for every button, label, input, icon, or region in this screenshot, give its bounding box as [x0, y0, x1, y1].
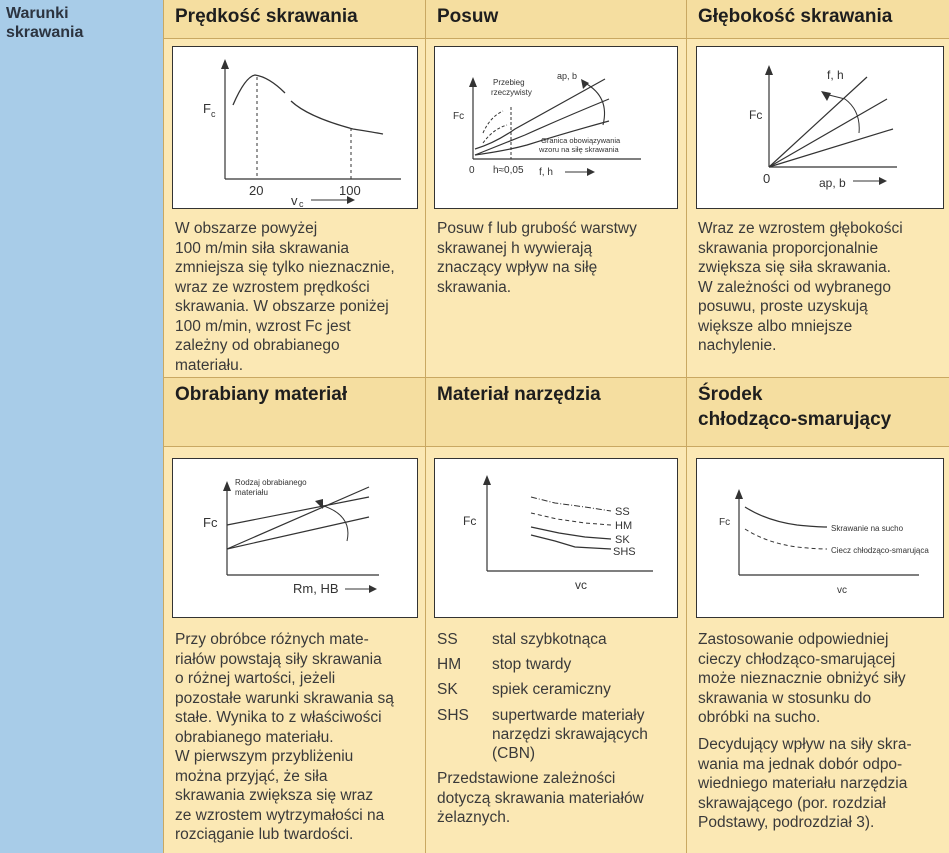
figure-coolant [696, 458, 944, 618]
line: ze wzrostem wytrzymałości na [175, 806, 385, 824]
line: skrawającego (por. rozdział [698, 794, 886, 812]
curve-high [291, 101, 383, 134]
figure-cutting-speed [172, 46, 418, 209]
line: W zależności od wybranego [698, 278, 891, 296]
label-fc: Fc [719, 517, 731, 528]
curve-actual-2 [483, 125, 507, 143]
label-fc: Fc [463, 514, 477, 528]
title-feed: Posuw [437, 6, 499, 27]
abbr-key-ss: SS [437, 631, 458, 648]
label-h: h≈0,05 [493, 165, 524, 176]
label-x: Rm, HB [293, 581, 339, 596]
header-feed [426, 0, 686, 38]
label-limit1: Granica obowiązywania [541, 136, 621, 145]
legend-hm: HM [615, 520, 633, 532]
line: Przy obróbce różnych mate- [175, 631, 369, 648]
line: można przyjąć, że siła [175, 767, 328, 785]
label-fc: Fc [749, 108, 763, 122]
figure-depth [696, 46, 944, 209]
y-arrow-icon [735, 489, 743, 499]
legend-shs: SHS [613, 546, 636, 558]
line: wania ma jednak dobór odpo- [698, 755, 903, 773]
line: Przedstawione zależności [437, 770, 616, 787]
line-3 [769, 129, 893, 167]
label-limit2: wzoru na siłę skrawania [539, 145, 619, 154]
label-vc: vc [575, 578, 587, 592]
line-1 [769, 77, 867, 167]
line: materiału. [175, 356, 244, 374]
sidebar-title-line2: skrawania [6, 24, 84, 41]
tick-100: 100 [339, 183, 361, 198]
line: obróbki na sucho. [698, 709, 821, 726]
line: skrawania w stosunku do [698, 689, 872, 707]
title-tool: Materiał narzędzia [437, 384, 601, 405]
label-actual2: rzeczywisty [491, 88, 532, 97]
header-material [164, 378, 425, 446]
line: rozciąganie lub twardości. [175, 826, 354, 843]
line: skrawanej h wywierają [437, 239, 593, 257]
title-depth: Głębokość skrawania [698, 6, 893, 27]
curve-dry [745, 507, 827, 527]
divider [163, 377, 949, 378]
line: skrawania zwiększa się wraz [175, 787, 374, 804]
line: nachylenie. [698, 337, 777, 354]
body-coolant [687, 447, 949, 853]
body-depth [687, 39, 949, 377]
legend-sk: SK [615, 534, 630, 546]
divider [163, 0, 164, 853]
title-cutting-speed: Prędkość skrawania [175, 6, 358, 27]
y-arrow-icon [221, 59, 229, 69]
text-depth [698, 219, 946, 356]
label-zero: 0 [469, 165, 475, 176]
line: obrabianego materiału. [175, 728, 334, 746]
arc-arrow-icon [581, 79, 589, 89]
body-cutting-speed [164, 39, 425, 377]
figure-feed [434, 46, 678, 209]
abbr-key-shs: SHS [437, 707, 469, 724]
line: o różnej wartości, jeżeli [175, 670, 336, 687]
line-1 [227, 497, 369, 525]
line: żelaznych. [437, 809, 511, 826]
label-kind2: materiału [235, 488, 268, 497]
line: Zastosowanie odpowiedniej [698, 631, 889, 648]
label-vc: vc [837, 585, 847, 596]
legend-ss: SS [615, 506, 630, 518]
line: większe albo mniejsze [698, 317, 853, 335]
line: Podstawy, podrozdział 3). [698, 814, 875, 831]
curve-wet [745, 529, 827, 549]
line: zmniejsza się tylko nieznacznie, [175, 259, 395, 276]
line: skrawania. [437, 278, 512, 296]
curve-actual [483, 111, 503, 133]
y-arrow-icon [483, 475, 491, 485]
label-actual: Przebieg [493, 78, 525, 87]
line: skrawania proporcjonalnie [698, 239, 879, 257]
body-tool [426, 447, 686, 853]
title-coolant [698, 382, 891, 432]
arrow-arc [585, 83, 605, 125]
line: zależny od obrabianego [175, 337, 340, 354]
line: może nieznacznie obniżyć siły [698, 670, 906, 687]
divider [163, 446, 949, 447]
text-tool-note [437, 769, 682, 828]
sidebar-title-line1: Warunki [6, 5, 69, 22]
body-material [164, 447, 425, 853]
line: wiedniego materiału narzędzia [698, 775, 908, 792]
line: W pierwszym przybliżeniu [175, 748, 354, 765]
series-hm [531, 513, 611, 525]
tick-20: 20 [249, 183, 264, 198]
text-cutting-speed [175, 219, 420, 375]
label-fh: f, h [539, 167, 553, 178]
label-fc-sub: c [211, 109, 216, 119]
label-fc: Fc [203, 515, 218, 530]
line: W obszarze powyżej [175, 220, 318, 237]
line: riałów powstają siły skrawania [175, 650, 382, 668]
text-feed [437, 219, 682, 297]
label-fc: Fc [453, 111, 465, 122]
abbr-val-sk: spiek ceramiczny [492, 681, 611, 698]
label-kind1: Rodzaj obrabianego [235, 478, 307, 487]
x-arrow-icon [369, 585, 377, 593]
label-vc-sub: c [299, 199, 304, 207]
line: Wraz ze wzrostem głębokości [698, 220, 903, 237]
arrow-arc [845, 99, 859, 133]
y-arrow-icon [223, 481, 231, 491]
text-coolant-2 [698, 735, 946, 833]
line-2 [769, 99, 887, 167]
figure-material [172, 458, 418, 618]
abbr-key-hm: HM [437, 656, 462, 673]
line: 100 m/min, wzrost Fc jest [175, 317, 351, 335]
text-coolant-1 [698, 630, 946, 728]
label-vc: v [291, 193, 298, 207]
label-ap: ap, b [557, 71, 578, 81]
title-material: Obrabiany materiał [175, 384, 348, 405]
series-sk [531, 527, 611, 539]
label-zero: 0 [763, 171, 771, 186]
line: Posuw f lub grubość warstwy [437, 220, 637, 237]
line: 100 m/min siła skrawania [175, 239, 350, 257]
line: pozostałe warunki skrawania są [175, 689, 394, 707]
header-tool [426, 378, 686, 446]
title-coolant-line1: Środek [698, 384, 763, 405]
sidebar-title [6, 4, 156, 42]
arrow-stem [829, 95, 845, 99]
abbr-val-shs-2: narzędzi skrawających [492, 726, 648, 743]
divider [425, 0, 426, 853]
line: skrawania. W obszarze poniżej [175, 298, 389, 315]
line: wraz ze wzrostem prędkości [175, 278, 370, 296]
header-depth [687, 0, 949, 38]
line: dotyczą skrawania materiałów [437, 789, 644, 807]
text-material [175, 630, 421, 845]
abbr-val-shs: supertwarde materiały [492, 707, 645, 724]
line: znaczący wpływ na siłę [437, 259, 598, 276]
series-shs [531, 535, 611, 549]
divider [163, 38, 949, 39]
x-arrow-icon [879, 177, 887, 185]
title-coolant-line2: chłodząco-smarujący [698, 409, 892, 430]
line: Decydujący wpływ na siły skra- [698, 736, 912, 753]
label-dry: Skrawanie na sucho [831, 524, 904, 533]
line: zwiększa się siła skrawania. [698, 259, 891, 276]
label-fh: f, h [827, 68, 844, 82]
x-arrow-icon [587, 168, 595, 176]
label-wet: Ciecz chłodząco-smarująca [831, 546, 929, 555]
header-coolant [687, 378, 949, 446]
divider [686, 0, 687, 853]
line: stałe. Wynika to z właściwości [175, 709, 382, 726]
line: posuwu, proste uzyskują [698, 298, 868, 315]
arc-arrow-icon [821, 91, 831, 101]
header-cutting-speed [164, 0, 425, 38]
abbr-val-shs-3: (CBN) [492, 745, 536, 762]
y-arrow-icon [765, 65, 773, 75]
curve-low [233, 75, 285, 105]
series-ss [531, 497, 611, 511]
label-apb: ap, b [819, 176, 846, 190]
label-fc: F [203, 101, 211, 116]
abbr-key-sk: SK [437, 681, 458, 698]
line: cieczy chłodząco-smarującej [698, 650, 896, 668]
y-arrow-icon [469, 77, 477, 87]
abbr-val-hm: stop twardy [492, 656, 572, 673]
abbr-val-ss: stal szybkotnąca [492, 631, 607, 648]
sidebar [0, 0, 163, 853]
figure-tool [434, 458, 678, 618]
body-feed [426, 39, 686, 377]
